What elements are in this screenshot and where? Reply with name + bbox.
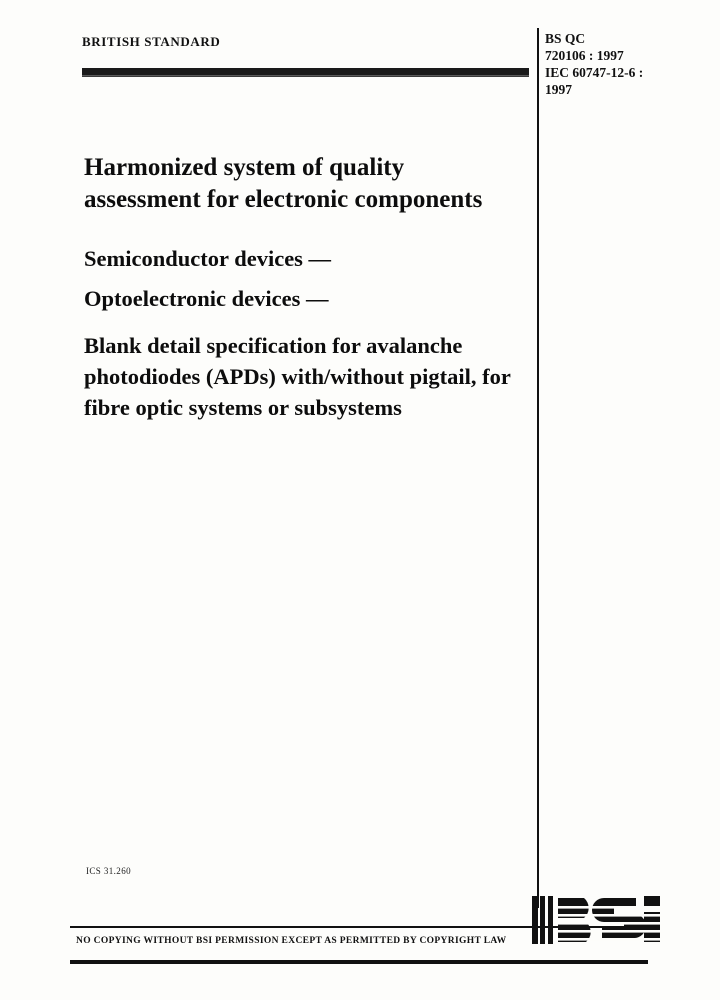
- reference-line-2: 720106 : 1997: [545, 48, 624, 63]
- subtitle-optoelectronic-devices: Optoelectronic devices —: [84, 286, 329, 311]
- reference-line-1: BS QC: [545, 31, 586, 46]
- title-block: [84, 152, 524, 429]
- footer-rule-bottom: [70, 960, 648, 964]
- header-rule: [82, 68, 529, 75]
- vertical-divider-rule: [537, 28, 539, 908]
- ics-code: ICS 31.260: [86, 866, 132, 876]
- page-header-label: BRITISH STANDARD: [82, 34, 221, 49]
- reference-line-4: 1997: [545, 82, 572, 97]
- subtitle-semiconductor-devices: Semiconductor devices —: [84, 246, 332, 271]
- page-title: Harmonized system of quality assessment for electronic components: [84, 154, 483, 213]
- copyright-notice: NO COPYING WITHOUT BSI PERMISSION EXCEPT AS PERMITTED BY COPYRIGHT LAW: [76, 936, 507, 946]
- subtitle-scope: Blank detail specification for avalanche photodiodes (APDs) with/without pigtail, for fibre optic systems or subsystems: [84, 333, 511, 420]
- bsi-logo: [532, 890, 672, 950]
- reference-line-3: IEC 60747-12-6 :: [545, 65, 644, 80]
- standard-reference-block: [545, 30, 705, 98]
